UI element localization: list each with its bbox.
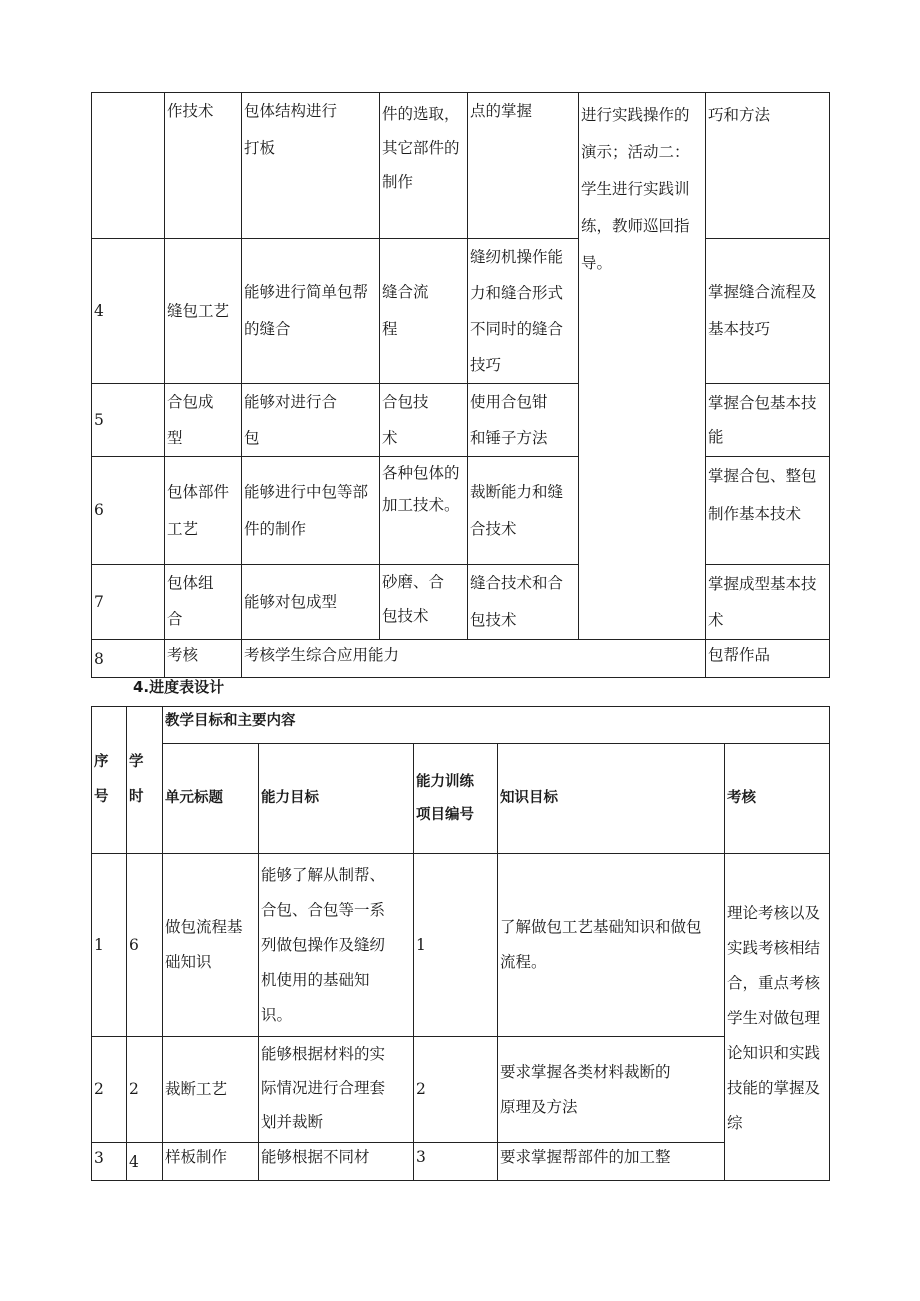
cell-seq: 1 xyxy=(92,854,127,1037)
cell-assess: 掌握成型基本技 术 xyxy=(706,565,830,640)
cell-ability: 能够了解从制帮、 合包、合包等一系 列做包操作及缝纫 机使用的基础知 识。 xyxy=(259,854,414,1037)
section-heading: 4.进度表设计 xyxy=(133,678,225,696)
cell-ability: 能够对包成型 xyxy=(242,565,380,640)
table-row xyxy=(92,239,830,384)
cell-seq: 2 xyxy=(92,1037,127,1143)
cell-knowledge: 要求掌握各类材料裁断的 原理及方法 xyxy=(498,1037,725,1143)
cell-title: 做包流程基 础知识 xyxy=(163,854,259,1037)
cell-unit: 合包成 型 xyxy=(165,384,242,457)
table-row xyxy=(92,457,830,565)
cell-ability: 能够对进行合 包 xyxy=(242,384,380,457)
table-row xyxy=(92,640,830,678)
header-knowledge-goal: 知识目标 xyxy=(498,744,725,854)
cell-knowledge: 了解做包工艺基础知识和做包 流程。 xyxy=(498,854,725,1037)
header-ability-goal: 能力目标 xyxy=(259,744,414,854)
cell-knowledge: 点的掌握 xyxy=(468,93,579,239)
cell-title: 裁断工艺 xyxy=(163,1037,259,1143)
cell-assess: 包帮作品 xyxy=(706,640,830,678)
cell-knowledge: 缝合技术和合 包技术 xyxy=(468,565,579,640)
header-assessment: 考核 xyxy=(725,744,830,854)
cell-no xyxy=(92,93,165,239)
cell-hours: 2 xyxy=(127,1037,163,1143)
table-header-row xyxy=(92,744,830,854)
cell-unit: 考核 xyxy=(165,640,242,678)
cell-unit: 作技术 xyxy=(165,93,242,239)
cell-ability: 能够进行简单包帮 的缝合 xyxy=(242,239,380,384)
cell-no: 8 xyxy=(92,640,165,678)
table-header-row xyxy=(92,707,830,744)
cell-no: 5 xyxy=(92,384,165,457)
cell-unit: 包体部件 工艺 xyxy=(165,457,242,565)
cell-knowledge: 使用合包钳 和锤子方法 xyxy=(468,384,579,457)
cell-ability: 能够根据不同材 xyxy=(259,1143,414,1181)
cell-unit: 包体组 合 xyxy=(165,565,242,640)
cell-project: 1 xyxy=(414,854,498,1037)
cell-knowledge: 缝纫机操作能 力和缝合形式 不同时的缝合 技巧 xyxy=(468,239,579,384)
header-hours: 学 时 xyxy=(127,707,163,854)
cell-assess: 掌握合包基本技 能 xyxy=(706,384,830,457)
cell-project: 2 xyxy=(414,1037,498,1143)
cell-ability: 包体结构进行 打板 xyxy=(242,93,380,239)
cell-no: 6 xyxy=(92,457,165,565)
table-row xyxy=(92,384,830,457)
cell-seq: 3 xyxy=(92,1143,127,1181)
cell-title: 样板制作 xyxy=(163,1143,259,1181)
cell-hours: 4 xyxy=(127,1143,163,1181)
cell-teaching-method: 进行实践操作的 演示；活动二： 学生进行实践训 练，教师巡回指 导。 xyxy=(579,93,706,640)
cell-hours: 6 xyxy=(127,854,163,1037)
schedule-table xyxy=(91,706,830,1181)
header-group: 教学目标和主要内容 xyxy=(163,707,830,744)
header-project-no: 能力训练 项目编号 xyxy=(414,744,498,854)
cell-assess: 掌握缝合流程及 基本技巧 xyxy=(706,239,830,384)
table-row xyxy=(92,854,830,1037)
cell-unit: 缝包工艺 xyxy=(165,239,242,384)
cell-item: 缝合流 程 xyxy=(380,239,468,384)
cell-ability: 能够进行中包等部 件的制作 xyxy=(242,457,380,565)
cell-assess: 掌握合包、整包 制作基本技术 xyxy=(706,457,830,565)
table-row xyxy=(92,93,830,239)
cell-item: 砂磨、合 包技术 xyxy=(380,565,468,640)
table-row xyxy=(92,1037,830,1143)
cell-ability: 考核学生综合应用能力 xyxy=(242,640,706,678)
table-row xyxy=(92,1143,830,1181)
header-unit-title: 单元标题 xyxy=(163,744,259,854)
cell-item: 合包技 术 xyxy=(380,384,468,457)
cell-assess: 巧和方法 xyxy=(706,93,830,239)
cell-no: 7 xyxy=(92,565,165,640)
cell-no: 4 xyxy=(92,239,165,384)
cell-ability: 能够根据材料的实 际情况进行合理套 划并裁断 xyxy=(259,1037,414,1143)
cell-project: 3 xyxy=(414,1143,498,1181)
cell-item: 件的选取， 其它部件的 制作 xyxy=(380,93,468,239)
course-table-continued xyxy=(91,92,830,678)
cell-knowledge: 裁断能力和缝 合技术 xyxy=(468,457,579,565)
header-seq: 序 号 xyxy=(92,707,127,854)
cell-assessment: 理论考核以及 实践考核相结 合，重点考核 学生对做包理 论知识和实践 技能的掌握及 综 xyxy=(725,854,830,1181)
cell-item: 各种包体的 加工技术。 xyxy=(380,457,468,565)
cell-knowledge: 要求掌握帮部件的加工整 xyxy=(498,1143,725,1181)
table-row xyxy=(92,565,830,640)
